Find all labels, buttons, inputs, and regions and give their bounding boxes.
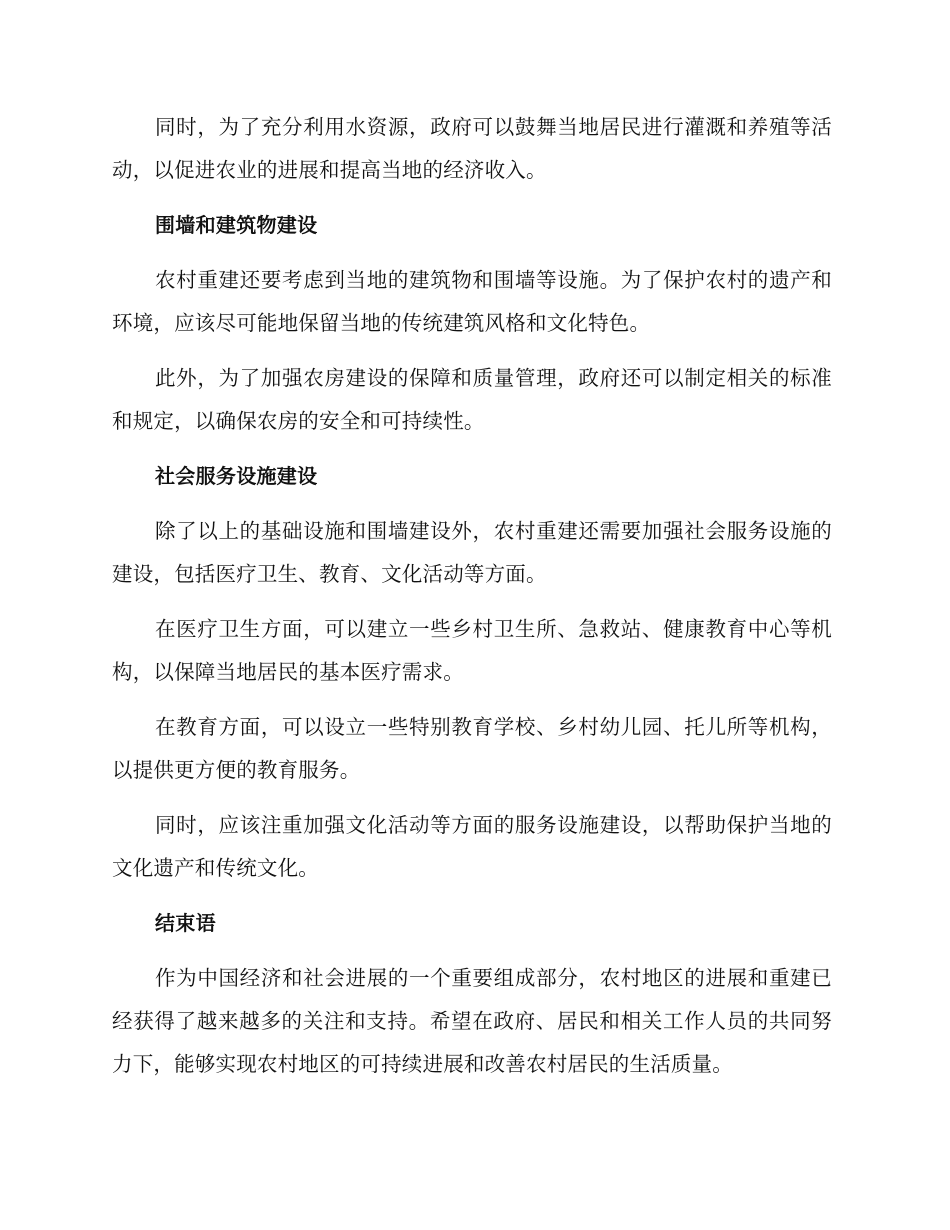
paragraph-education: 在教育方面，可以设立一些特别教育学校、乡村幼儿园、托儿所等机构，以提供更方便的教育服务。	[112, 715, 832, 782]
heading-conclusion: 结束语	[155, 911, 216, 935]
heading-walls-buildings: 围墙和建筑物建设	[155, 213, 318, 237]
paragraph-irrigation: 同时，为了充分利用水资源，政府可以鼓舞当地居民进行灌溉和养殖等活动，以促进农业的进展和提高当地的经济收入。	[112, 115, 832, 182]
paragraph-culture: 同时，应该注重加强文化活动等方面的服务设施建设，以帮助保护当地的文化遗产和传统文化。	[112, 813, 832, 880]
paragraph-conclusion: 作为中国经济和社会进展的一个重要组成部分，农村地区的进展和重建已经获得了越来越多的关注和支持。希望在政府、居民和相关工作人员的共同努力下，能够实现农村地区的可持续进展和改善农村居民的生活质量。	[112, 966, 832, 1076]
paragraph-medical: 在医疗卫生方面，可以建立一些乡村卫生所、急救站、健康教育中心等机构，以保障当地居民的基本医疗需求。	[112, 617, 832, 684]
document-body	[112, 106, 832, 1098]
paragraph-social-services-intro: 除了以上的基础设施和围墙建设外，农村重建还需要加强社会服务设施的建设，包括医疗卫生、教育、文化活动等方面。	[112, 519, 832, 586]
paragraph-traditional-architecture: 农村重建还要考虑到当地的建筑物和围墙等设施。为了保护农村的遗产和环境，应该尽可能地保留当地的传统建筑风格和文化特色。	[112, 268, 832, 335]
paragraph-housing-standards: 此外，为了加强农房建设的保障和质量管理，政府还可以制定相关的标准和规定，以确保农房的安全和可持续性。	[112, 366, 832, 433]
heading-social-services: 社会服务设施建设	[155, 464, 318, 488]
